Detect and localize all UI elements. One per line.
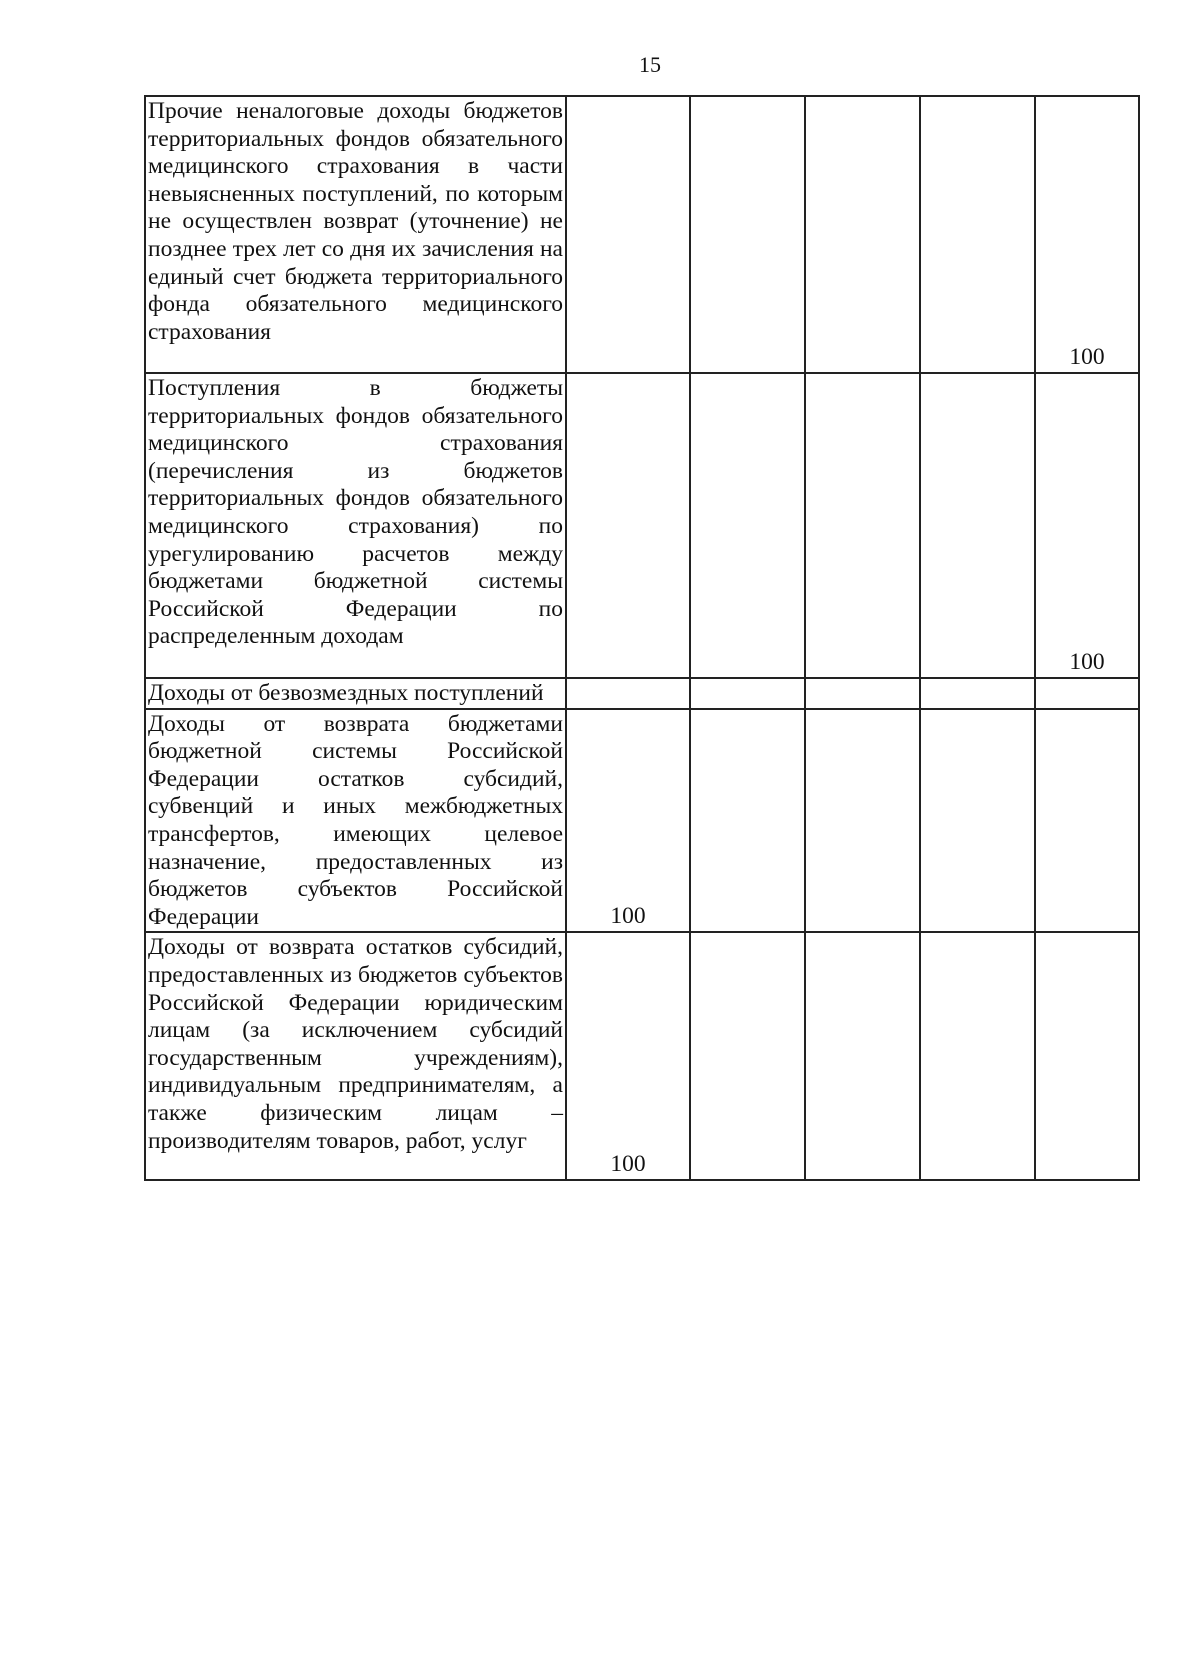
- value-cell: [1035, 709, 1139, 933]
- value-cell: [566, 373, 690, 678]
- row-description: Поступления в бюджеты территориальных фондов обязательного медицинского страхования (перечисления из бюджетов территориальных фондов обязательного медицинского страхования) по урегулированию расчетов между бюджетами бюджетной системы Российской Федерации по распределенным доходам: [145, 373, 566, 678]
- value-cell: [805, 373, 920, 678]
- value-cell: 100: [566, 709, 690, 933]
- value-cell: [805, 96, 920, 373]
- value-cell: 100: [1035, 96, 1139, 373]
- value-cell: [1035, 678, 1139, 709]
- table-row: [145, 709, 1139, 933]
- value-cell: [920, 709, 1035, 933]
- table-row: [145, 678, 1139, 709]
- value-cell: [805, 932, 920, 1180]
- value-cell: [690, 709, 805, 933]
- value-cell: [920, 678, 1035, 709]
- value-cell: [920, 932, 1035, 1180]
- value-cell: [805, 709, 920, 933]
- value-cell: [690, 678, 805, 709]
- value-cell: 100: [566, 932, 690, 1180]
- value-cell: [920, 373, 1035, 678]
- value-cell: [920, 96, 1035, 373]
- value-cell: [1035, 932, 1139, 1180]
- value-cell: [805, 678, 920, 709]
- row-description: Доходы от возврата остатков субсидий, предоставленных из бюджетов субъектов Российской Федерации юридическим лицам (за исключением субсидий государственным учреждениям), индивидуальным предпринимателям, а также физическим лицам – производителям товаров, работ, услуг: [145, 932, 566, 1180]
- table-row: [145, 932, 1139, 1180]
- row-description: Прочие неналоговые доходы бюджетов территориальных фондов обязательного медицинского страхования в части невыясненных поступлений, по которым не осуществлен возврат (уточнение) не позднее трех лет со дня их зачисления на единый счет бюджета территориального фонда обязательного медицинского страхования: [145, 96, 566, 373]
- budget-revenue-table: [144, 95, 1140, 1181]
- table-row: [145, 373, 1139, 678]
- value-cell: [690, 373, 805, 678]
- value-cell: 100: [1035, 373, 1139, 678]
- page-number: 15: [639, 52, 661, 77]
- value-cell: [690, 932, 805, 1180]
- row-description: Доходы от возврата бюджетами бюджетной системы Российской Федерации остатков субсидий, субвенций и иных межбюджетных трансфертов, имеющих целевое назначение, предоставленных из бюджетов субъектов Российской Федерации: [145, 709, 566, 933]
- value-cell: [566, 678, 690, 709]
- row-description: Доходы от безвозмездных поступлений: [145, 678, 566, 709]
- value-cell: [566, 96, 690, 373]
- table-row: [145, 96, 1139, 373]
- value-cell: [690, 96, 805, 373]
